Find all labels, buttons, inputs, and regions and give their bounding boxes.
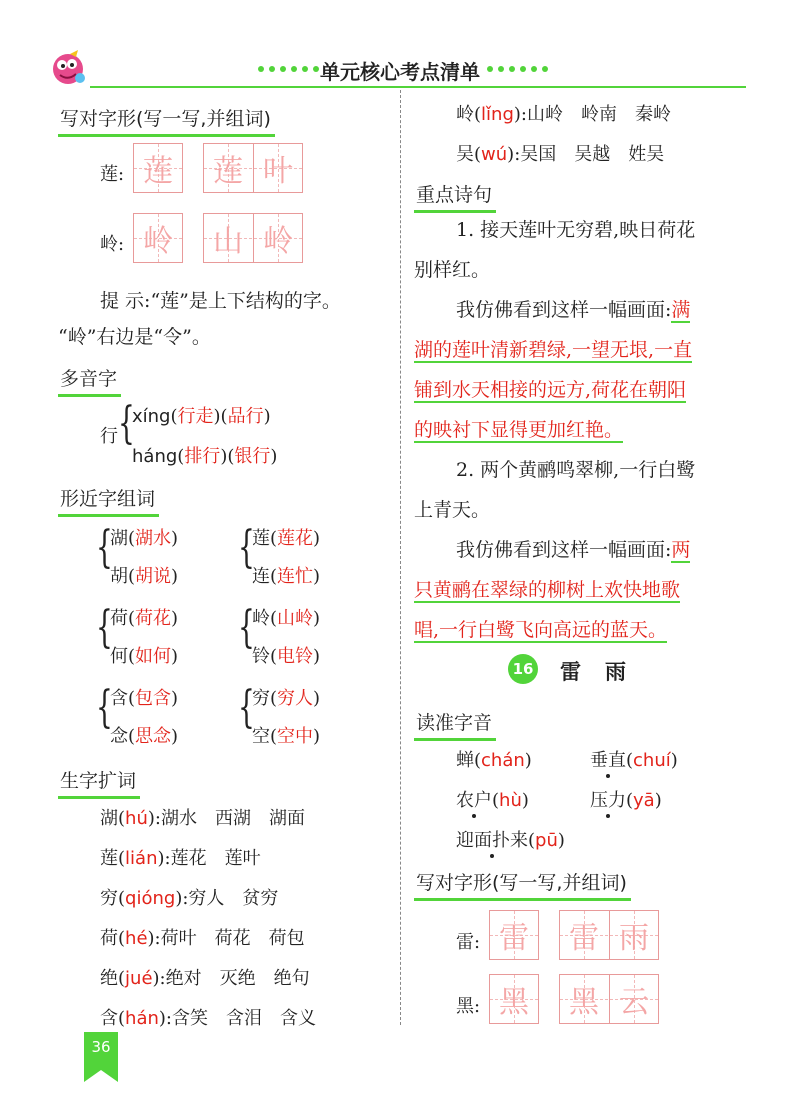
similar-item: 空(空中) [252,726,321,747]
similar-item: 念(思念) [110,726,179,747]
read-item: 垂直(chuí) [590,750,678,771]
poem-2-answer-line-2: 只黄鹂在翠绿的柳树上欢快地歌 [414,579,681,601]
write-box-pair-ling: 山 岭 [203,213,303,263]
similar-item: 莲(莲花) [252,528,321,549]
write-box-single-hei: 黑 [489,974,539,1024]
write-label-ling: 岭: [100,234,125,255]
similar-item: 含(包含) [110,688,179,709]
section-similar-chars: 形近字组词 [58,484,159,517]
poly-char: 行 [100,426,118,447]
header-title: 单元核心考点清单 [320,60,480,84]
brace: { [96,602,113,653]
poem-1-answer-line-2: 湖的莲叶清新碧绿,一望无垠,一直 [414,339,693,361]
lesson-number-badge: 16 [508,654,538,684]
similar-item: 胡(胡说) [110,566,179,587]
read-item: 迎面扑来(pū) [456,830,565,851]
poem-1-answer-line-3: 铺到水天相接的远方,荷花在朝阳 [414,379,687,401]
write-box-single-ling: 岭 [133,213,183,263]
write-box-pair-hei: 黑 云 [559,974,659,1024]
section-write-forms: 写对字形(写一写,并组词) [58,104,275,137]
similar-item: 何(如何) [110,646,179,667]
poly-reading-1: xíng(行走)(品行) [132,406,271,427]
similar-item: 岭(山岭) [252,608,321,629]
expand-item: 荷(hé):荷叶 荷花 荷包 [100,928,305,949]
section-polyphonic: 多音字 [58,364,121,397]
poem-1-answer-line-4: 的映衬下显得更加红艳。 [414,419,624,441]
similar-item: 湖(湖水) [110,528,179,549]
read-item: 农户(hù) [456,790,529,811]
brace: { [238,602,255,653]
poem-2-line-2: 上青天。 [414,499,491,521]
brace: { [96,682,113,733]
write-box-pair-lian: 莲 叶 [203,143,303,193]
write-label-lian: 莲: [100,164,125,185]
lesson-title: 雷雨 [560,659,650,684]
section-key-poems: 重点诗句 [414,180,496,213]
tip-line-1: 提 示:“莲”是上下结构的字。 [100,290,341,312]
poem-2-answer-line-3: 唱,一行白鹭飞向高远的蓝天。 [414,619,668,641]
write-box-single-lei: 雷 [489,910,539,960]
brace: { [238,522,255,573]
poly-brace: { [118,398,135,449]
poem-1-line-2: 别样红。 [414,259,491,281]
write-box-pair-lei: 雷 雨 [559,910,659,960]
section-read-pronunciation: 读准字音 [414,708,496,741]
tip-line-2: “岭”右边是“令”。 [58,326,211,348]
expand-item: 岭(lǐng):山岭 岭南 秦岭 [456,104,671,125]
expand-item: 绝(jué):绝对 灭绝 绝句 [100,968,310,989]
read-item: 蝉(chán) [456,750,532,771]
brace: { [96,522,113,573]
column-divider [400,90,401,1025]
poem-1-answer-line-1: 我仿佛看到这样一幅画面:满 [456,299,691,321]
expand-item: 莲(lián):莲花 莲叶 [100,848,261,869]
write-box-single-lian: 莲 [133,143,183,193]
expand-item: 含(hán):含笑 含泪 含义 [100,1008,316,1029]
poem-2-line-1: 2. 两个黄鹂鸣翠柳,一行白鹭 [456,459,696,481]
similar-item: 荷(荷花) [110,608,179,629]
read-item: 压力(yā) [590,790,662,811]
section-expand-words: 生字扩词 [58,766,140,799]
header-dots-right [487,66,553,74]
expand-item: 穷(qióng):穷人 贫穷 [100,888,279,909]
similar-item: 连(连忙) [252,566,321,587]
expand-item: 湖(hú):湖水 西湖 湖面 [100,808,305,829]
write-label-hei: 黑: [456,996,481,1017]
brace: { [238,682,255,733]
expand-item: 吴(wú):吴国 吴越 姓吴 [456,144,665,165]
similar-item: 穷(穷人) [252,688,321,709]
header-underline [90,86,746,88]
similar-item: 铃(电铃) [252,646,321,667]
poem-2-answer-line-1: 我仿佛看到这样一幅画面:两 [456,539,691,561]
poly-reading-2: háng(排行)(银行) [132,446,278,467]
page-number: 36 [91,1038,111,1056]
section-write-forms-2: 写对字形(写一写,并组词) [414,868,631,901]
poem-1-line-1: 1. 接天莲叶无穷碧,映日荷花 [456,219,696,241]
write-label-lei: 雷: [456,932,481,953]
